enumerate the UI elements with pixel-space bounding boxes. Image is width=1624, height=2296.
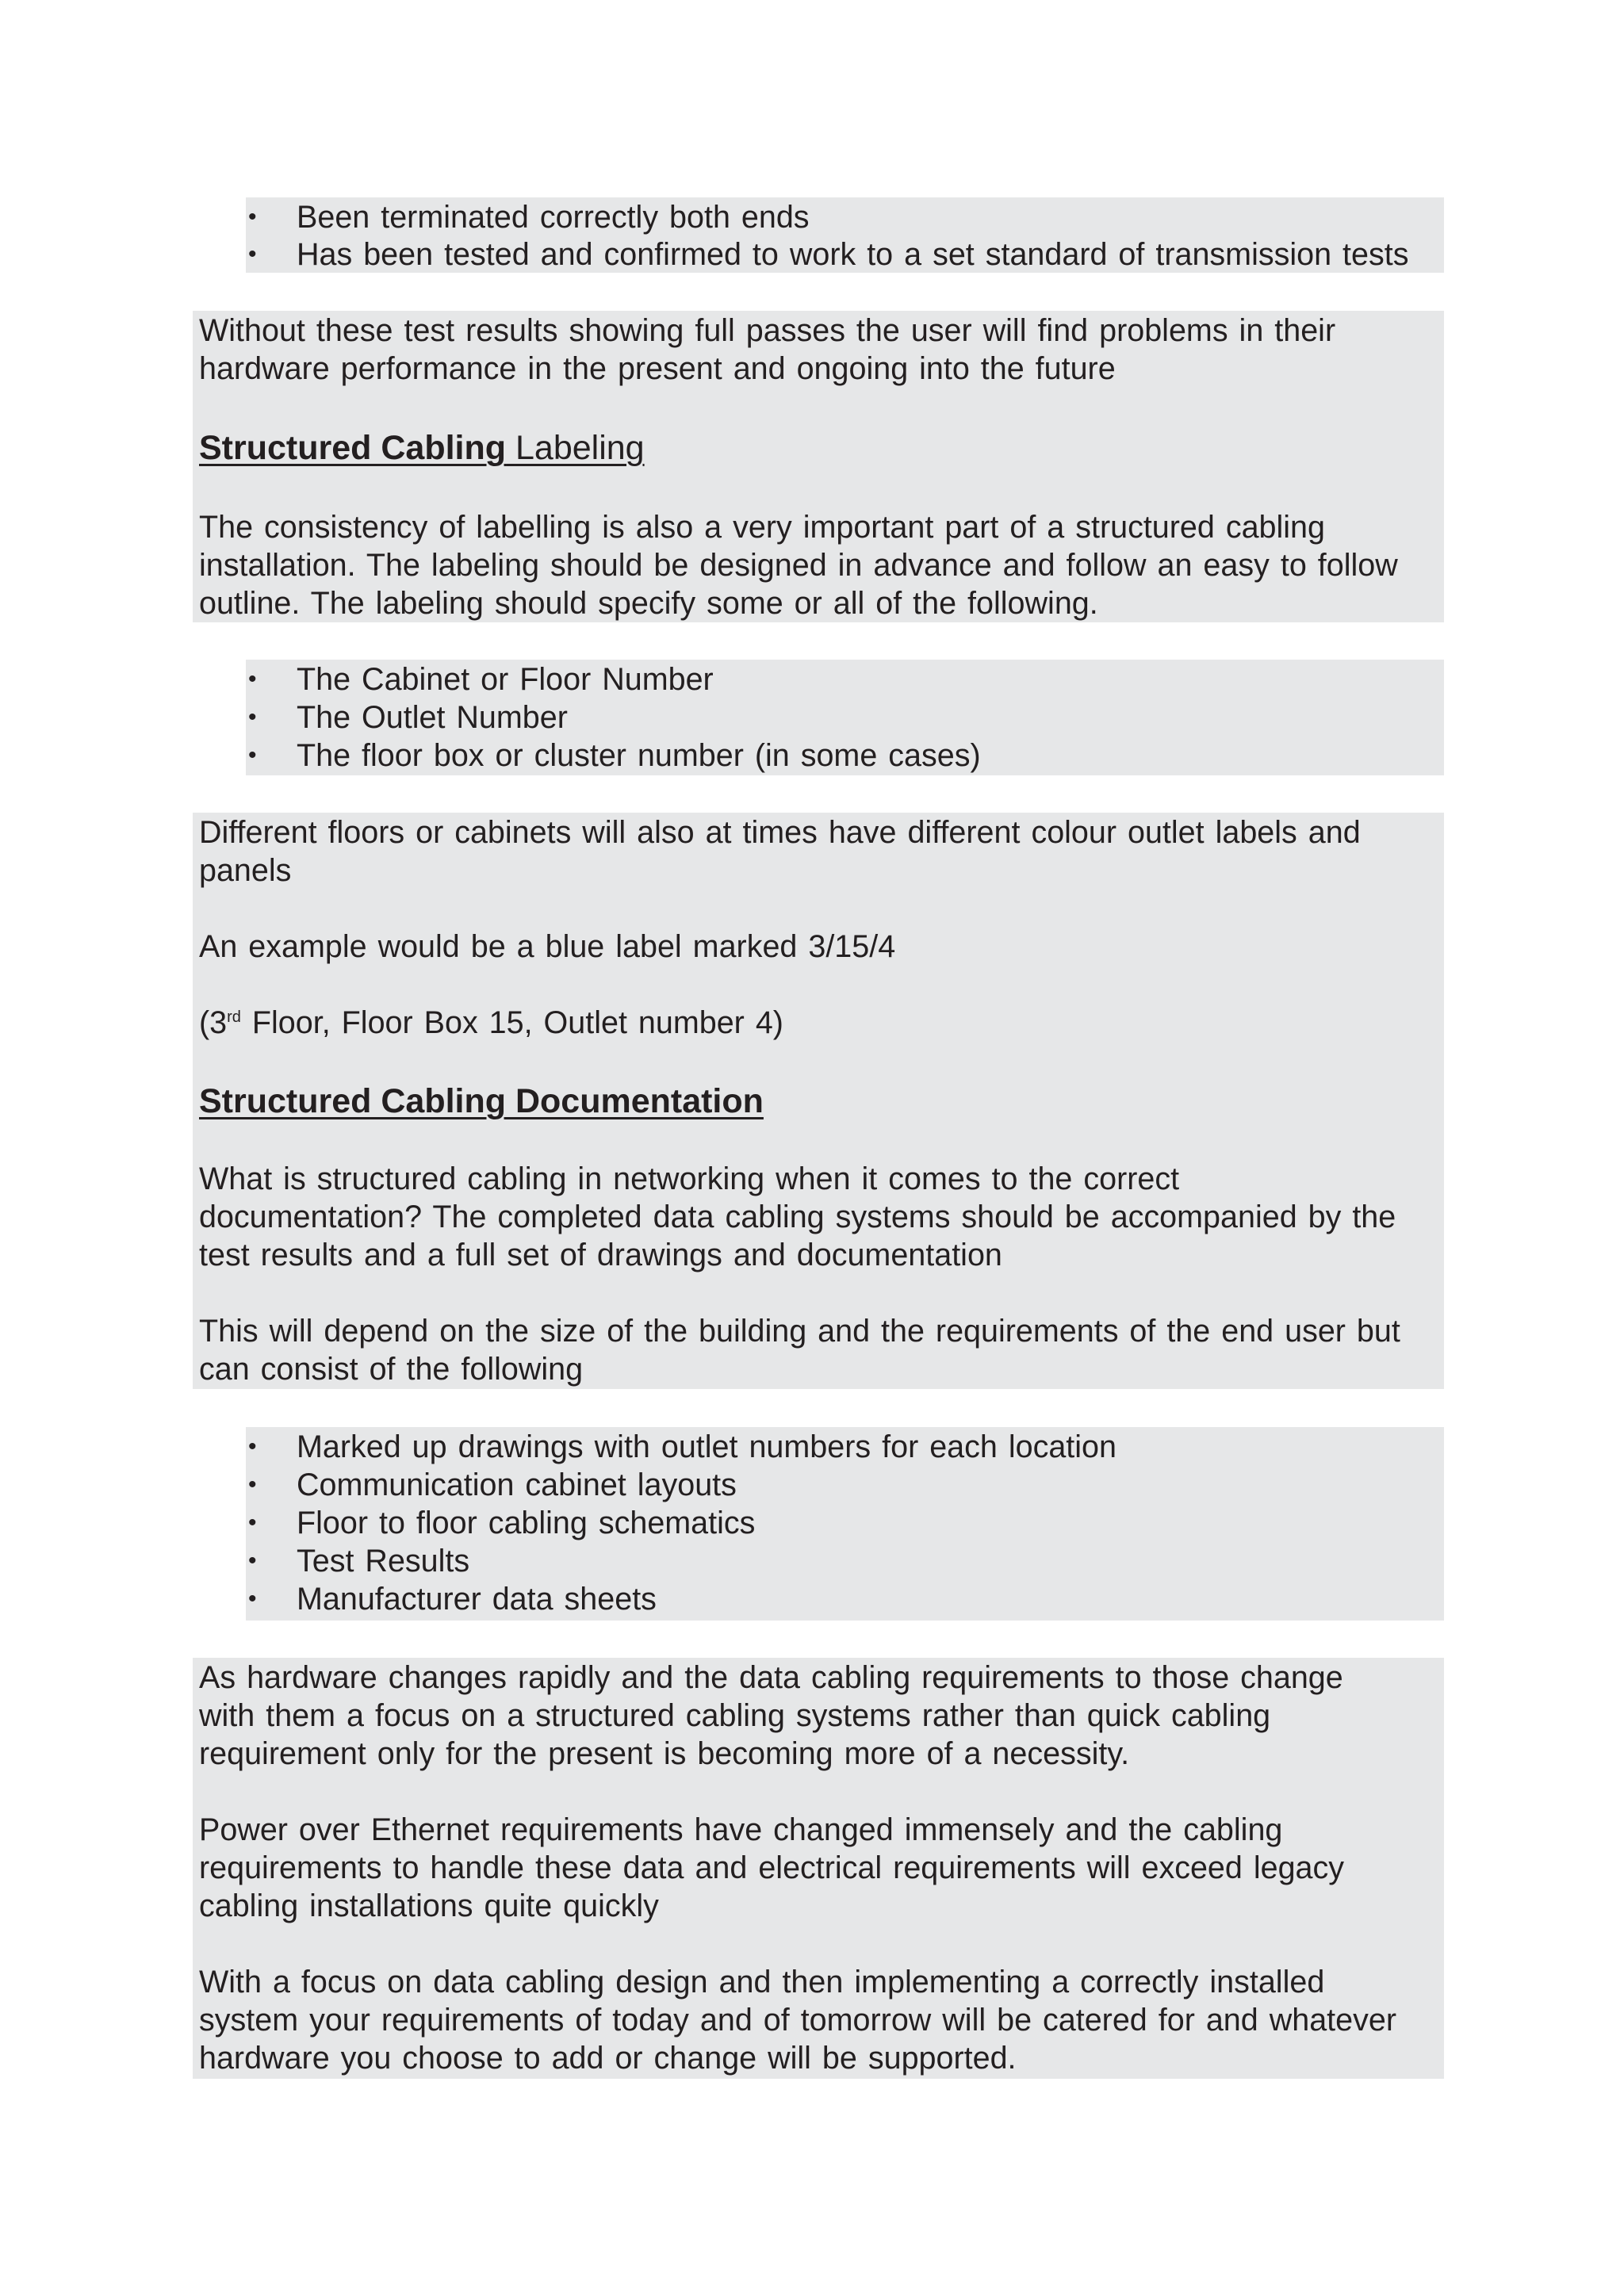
list-item: Manufacturer data sheets: [297, 1582, 657, 1617]
heading-bold-part: Structured Cabling: [199, 429, 507, 467]
heading-documentation-text: Structured Cabling Documentation: [199, 1082, 764, 1120]
bullet-icon: •: [248, 1548, 257, 1574]
example-superscript: rd: [227, 1008, 241, 1026]
bullet-icon: •: [248, 742, 257, 768]
paragraph-example: An example would be a blue label marked 3/15/4: [199, 929, 896, 964]
paragraph-line: outline. The labeling should specify some or all of the following.: [199, 586, 1098, 621]
list-item: The Outlet Number: [297, 700, 568, 735]
paragraph-line: The consistency of labelling is also a very important part of a structured cabling: [199, 510, 1325, 545]
bullet-icon: •: [248, 241, 257, 267]
list-item: Floor to floor cabling schematics: [297, 1506, 756, 1540]
bullet-icon: •: [248, 1510, 257, 1536]
heading-labeling: [199, 428, 645, 468]
paragraph-line: system your requirements of today and of tomorrow will be catered for and whatever: [199, 2003, 1396, 2038]
paragraph-line: test results and a full set of drawings and documentation: [199, 1238, 1002, 1272]
example-rest: Floor, Floor Box 15, Outlet number 4): [240, 1005, 783, 1040]
list-item: The Cabinet or Floor Number: [297, 662, 714, 697]
bullet-icon: •: [248, 1586, 257, 1612]
example-open: (3: [199, 1005, 228, 1040]
paragraph-line: cabling installations quite quickly: [199, 1888, 659, 1923]
list-item: Test Results: [297, 1544, 470, 1578]
list-item: Been terminated correctly both ends: [297, 200, 810, 235]
paragraph-line: panels: [199, 853, 292, 888]
heading-normal-part: Labeling: [515, 429, 645, 467]
bullet-icon: •: [248, 1471, 257, 1498]
paragraph-line: installation. The labeling should be designed in advance and follow an easy to follow: [199, 548, 1398, 583]
paragraph-line: requirements to handle these data and electrical requirements will exceed legacy: [199, 1850, 1345, 1885]
paragraph-line: documentation? The completed data cabling systems should be accompanied by the: [199, 1200, 1396, 1234]
bullet-icon: •: [248, 204, 257, 230]
paragraph-line: With a focus on data cabling design and then implementing a correctly installed: [199, 1965, 1325, 1999]
list-item: Has been tested and confirmed to work to a set standard of transmission tests: [297, 237, 1409, 272]
paragraph-line: hardware you choose to add or change will be supported.: [199, 2041, 1017, 2076]
bullet-icon: •: [248, 666, 257, 692]
paragraph-line: As hardware changes rapidly and the data cabling requirements to those change: [199, 1660, 1343, 1695]
bullet-icon: •: [248, 704, 257, 730]
paragraph-line: hardware performance in the present and ongoing into the future: [199, 351, 1116, 386]
paragraph-example-detail: [199, 1004, 783, 1042]
paragraph-line: can consist of the following: [199, 1352, 584, 1387]
paragraph-line: Different floors or cabinets will also at times have different colour outlet labels and: [199, 815, 1361, 850]
paragraph-line: with them a focus on a structured cabling systems rather than quick cabling: [199, 1698, 1271, 1733]
paragraph-line: Without these test results showing full passes the user will find problems in their: [199, 313, 1336, 348]
heading-documentation: [199, 1081, 764, 1121]
paragraph-line: requirement only for the present is becoming more of a necessity.: [199, 1736, 1130, 1771]
list-item: Communication cabinet layouts: [297, 1468, 737, 1502]
list-item: The floor box or cluster number (in some cases): [297, 738, 981, 773]
bullet-icon: •: [248, 1433, 257, 1460]
paragraph-line: Power over Ethernet requirements have changed immensely and the cabling: [199, 1812, 1283, 1847]
list-item: Marked up drawings with outlet numbers for each location: [297, 1429, 1116, 1464]
paragraph-line: What is structured cabling in networking when it comes to the correct: [199, 1161, 1180, 1196]
paragraph-line: This will depend on the size of the building and the requirements of the end user but: [199, 1314, 1400, 1349]
